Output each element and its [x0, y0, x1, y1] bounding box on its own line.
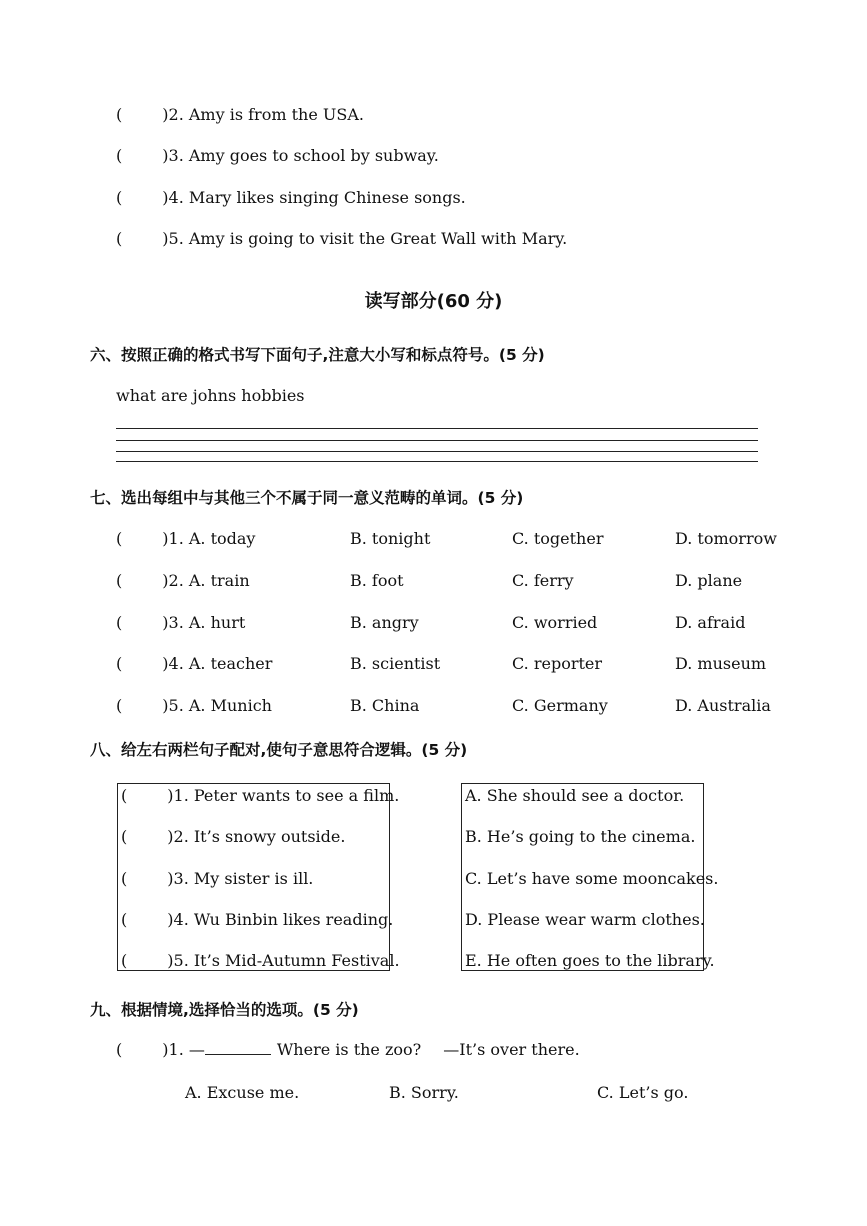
- answer-bracket[interactable]: (: [121, 910, 128, 929]
- option-b: B. tonight: [350, 529, 431, 548]
- match-left-3: ( )3. My sister is ill.: [121, 869, 314, 888]
- option-c: C. worried: [512, 613, 598, 632]
- answer-bracket[interactable]: (: [116, 1040, 123, 1059]
- option-d: D. plane: [675, 571, 743, 590]
- match-right-a: A. She should see a doctor.: [465, 786, 685, 805]
- fill-blank[interactable]: [205, 1040, 271, 1055]
- option-b: B. scientist: [350, 654, 441, 673]
- sec9-question-1: ( )1. — Where is the zoo? —It’s over there.: [116, 1040, 580, 1059]
- section-7-title: 七、选出每组中与其他三个不属于同一意义范畴的单词。(5 分): [90, 489, 524, 507]
- option-b: B. angry: [350, 613, 419, 632]
- sec9-option-a: A. Excuse me.: [185, 1083, 300, 1102]
- match-right-b: B. He’s going to the cinema.: [465, 827, 696, 846]
- answer-bracket[interactable]: (: [116, 571, 123, 590]
- match-right-c: C. Let’s have some mooncakes.: [465, 869, 719, 888]
- match-left-4: ( )4. Wu Binbin likes reading.: [121, 910, 394, 929]
- writing-line: [116, 440, 758, 441]
- tf-item-2: ( )2. Amy is from the USA.: [116, 105, 364, 124]
- option-c: C. Germany: [512, 696, 608, 715]
- match-right-e: E. He often goes to the library.: [465, 951, 715, 970]
- answer-bracket[interactable]: (: [116, 229, 123, 248]
- option-a: A. train: [188, 571, 250, 590]
- writing-line: [116, 451, 758, 452]
- match-left-1: ( )1. Peter wants to see a film.: [121, 786, 400, 805]
- option-b: B. foot: [350, 571, 404, 590]
- match-right-d: D. Please wear warm clothes.: [465, 910, 705, 929]
- option-b: B. China: [350, 696, 420, 715]
- option-a: A. today: [188, 529, 256, 548]
- tf-item-5: ( )5. Amy is going to visit the Great Wall with Mary.: [116, 229, 568, 248]
- answer-bracket[interactable]: (: [116, 188, 123, 207]
- section-6-sentence: what are johns hobbies: [116, 386, 305, 405]
- section-9-title: 九、根据情境,选择恰当的选项。(5 分): [90, 1001, 359, 1019]
- answer-bracket[interactable]: (: [121, 786, 128, 805]
- section-6-title: 六、按照正确的格式书写下面句子,注意大小写和标点符号。(5 分): [90, 346, 545, 364]
- option-a: A. Munich: [188, 696, 272, 715]
- writing-line[interactable]: [116, 461, 758, 462]
- option-d: D. Australia: [675, 696, 771, 715]
- option-c: C. reporter: [512, 654, 603, 673]
- answer-bracket[interactable]: (: [121, 951, 128, 970]
- option-c: C. ferry: [512, 571, 574, 590]
- option-d: D. tomorrow: [675, 529, 777, 548]
- answer-bracket[interactable]: (: [116, 146, 123, 165]
- sec9-option-c: C. Let’s go.: [597, 1083, 689, 1102]
- answer-bracket[interactable]: (: [116, 613, 123, 632]
- tf-item-4: ( )4. Mary likes singing Chinese songs.: [116, 188, 466, 207]
- option-a: A. hurt: [188, 613, 246, 632]
- match-left-2: ( )2. It’s snowy outside.: [121, 827, 346, 846]
- writing-line: [116, 428, 758, 429]
- answer-bracket[interactable]: (: [116, 529, 123, 548]
- option-c: C. together: [512, 529, 604, 548]
- answer-bracket[interactable]: (: [116, 696, 123, 715]
- sec9-option-b: B. Sorry.: [389, 1083, 459, 1102]
- answer-bracket[interactable]: (: [121, 869, 128, 888]
- option-d: D. museum: [675, 654, 767, 673]
- tf-item-3: ( )3. Amy goes to school by subway.: [116, 146, 439, 165]
- answer-bracket[interactable]: (: [116, 105, 123, 124]
- section-8-title: 八、给左右两栏句子配对,使句子意思符合逻辑。(5 分): [90, 741, 468, 759]
- part-title: 读写部分(60 分): [364, 291, 503, 312]
- answer-bracket[interactable]: (: [116, 654, 123, 673]
- answer-bracket[interactable]: (: [121, 827, 128, 846]
- match-left-5: ( )5. It’s Mid-Autumn Festival.: [121, 951, 400, 970]
- option-d: D. afraid: [675, 613, 746, 632]
- option-a: A. teacher: [188, 654, 273, 673]
